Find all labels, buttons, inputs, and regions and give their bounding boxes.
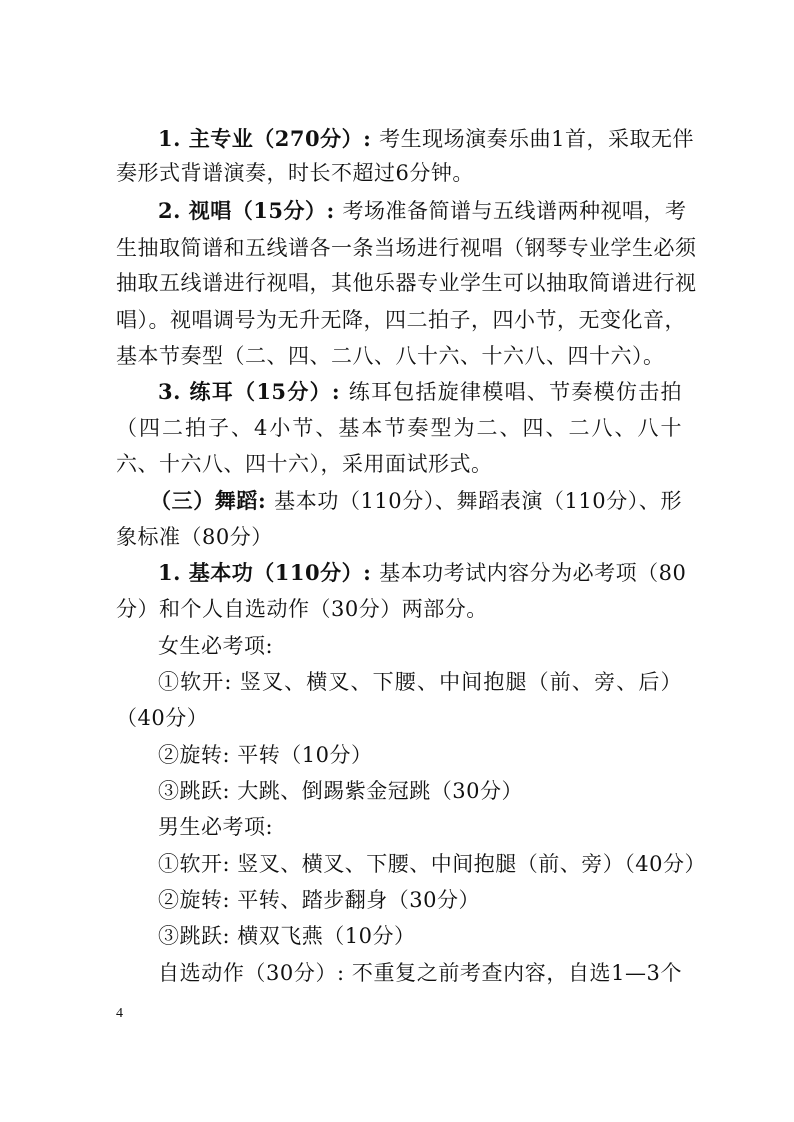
- paragraph-line: 男生必考项:: [158, 815, 274, 839]
- paragraph-line: 奏形式背谱演奏，时长不超过6分钟。: [116, 161, 474, 185]
- paragraph-line: 抽取五线谱进行视唱，其他乐器专业学生可以抽取简谱进行视: [116, 271, 697, 295]
- paragraph-line: 六、十六八、四十六），采用面试形式。: [116, 452, 493, 476]
- paragraph-line: 自选动作（30分）: 不重复之前考查内容，自选1—3个: [158, 961, 682, 985]
- paragraph-line: 女生必考项:: [158, 634, 274, 658]
- paragraph-line: 生抽取简谱和五线谱各一条当场进行视唱（钢琴专业学生必须: [116, 236, 697, 260]
- paragraph-line: ①软开: 竖叉、横叉、下腰、中间抱腿（前、旁）（40分）: [158, 852, 706, 876]
- paragraph-line: （40分）: [116, 706, 209, 730]
- paragraph-line: 2. 视唱（15分）: 考场准备简谱与五线谱两种视唱，考: [158, 198, 687, 223]
- paragraph-line: ②旋转: 平转（10分）: [158, 743, 373, 767]
- paragraph-line: 1. 基本功（110分）: 基本功考试内容分为必考项（80: [158, 560, 687, 585]
- section-heading-line: （三）舞蹈: 基本功（110分）、舞蹈表演（110分）、形: [150, 488, 682, 513]
- paragraph-line: 象标准（80分）: [116, 525, 273, 549]
- paragraph-line: 3. 练耳（15分）: 练耳包括旋律模唱、节奏模仿击拍: [158, 379, 683, 404]
- page-number: 4: [116, 1006, 123, 1021]
- paragraph-line: 分）和个人自选动作（30分）两部分。: [116, 597, 488, 621]
- paragraph-line: （四二拍子、4小节、基本节奏型为二、四、二八、八十: [116, 416, 682, 440]
- paragraph-line: ①软开: 竖叉、横叉、下腰、中间抱腿（前、旁、后）: [158, 670, 682, 694]
- paragraph-line: ③跳跃: 横双飞燕（10分）: [158, 924, 416, 948]
- paragraph-line: ③跳跃: 大跳、倒踢紫金冠跳（30分）: [158, 779, 523, 803]
- paragraph-line: 唱）。视唱调号为无升无降，四二拍子，四小节，无变化音，: [116, 308, 686, 332]
- paragraph-line: 1. 主专业（270分）: 考生现场演奏乐曲1首，采取无伴: [158, 126, 695, 151]
- paragraph-line: 基本节奏型（二、四、二八、八十六、十六八、四十六）。: [116, 344, 665, 368]
- paragraph-line: ②旋转: 平转、踏步翻身（30分）: [158, 888, 480, 912]
